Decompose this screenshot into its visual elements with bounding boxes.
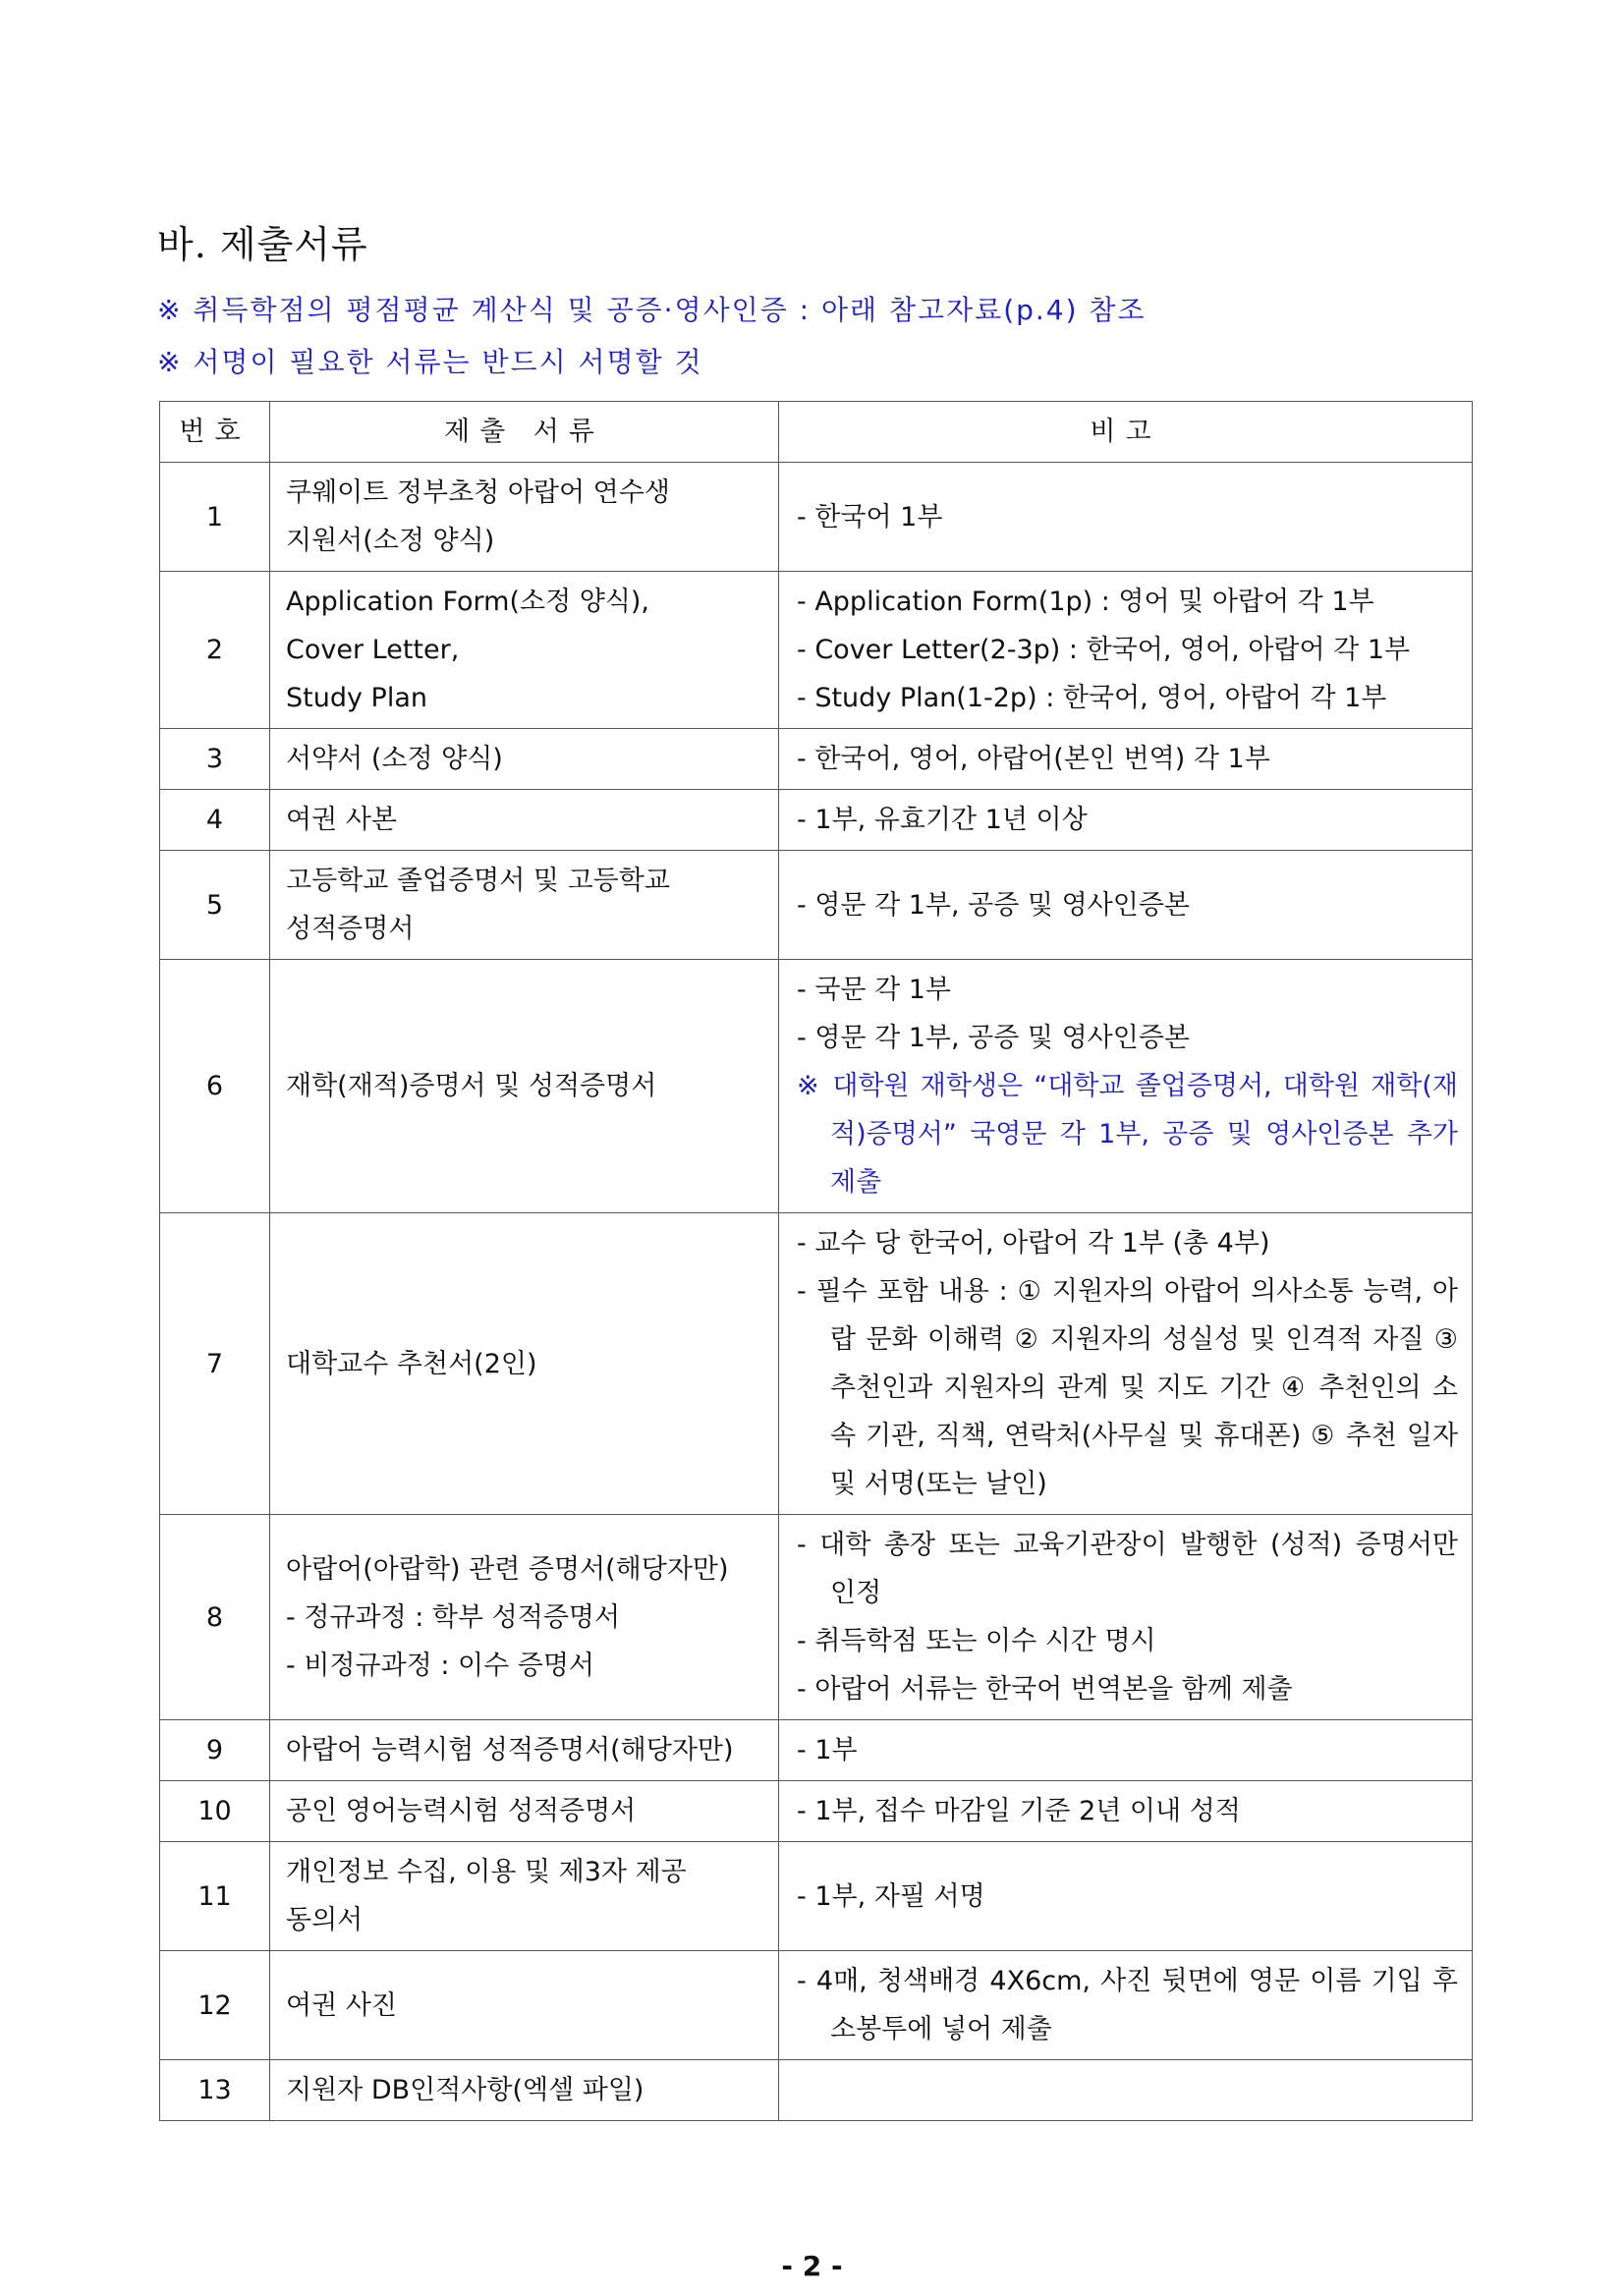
remark-cell — [779, 463, 1473, 572]
row-number: 9 — [160, 1720, 270, 1781]
table-row — [160, 572, 1473, 729]
row-number: 13 — [160, 2060, 270, 2121]
remark-line: - 1부 — [797, 1735, 858, 1765]
document-name-cell — [270, 1213, 779, 1515]
table-row — [160, 960, 1473, 1213]
document-name-line: 아랍어(아랍학) 관련 증명서(해당자만) — [286, 1553, 729, 1585]
row-number: 7 — [160, 1213, 270, 1515]
table-row — [160, 2060, 1473, 2121]
remark-cell — [779, 1515, 1473, 1720]
row-number: 10 — [160, 1781, 270, 1842]
row-number: 4 — [160, 790, 270, 851]
section-heading: 바. 제출서류 — [157, 223, 368, 266]
remark-line: - Study Plan(1-2p) : 한국어, 영어, 아랍어 각 1부 — [797, 683, 1387, 713]
document-name-cell — [270, 960, 779, 1213]
remark-line: - Cover Letter(2-3p) : 한국어, 영어, 아랍어 각 1부 — [797, 635, 1411, 665]
signature-note: ※ 서명이 필요한 서류는 반드시 서명할 것 — [157, 346, 703, 378]
row-number: 12 — [160, 1951, 270, 2060]
document-name-cell — [270, 1720, 779, 1781]
row-number: 6 — [160, 960, 270, 1213]
remark-line: - 아랍어 서류는 한국어 번역본을 함께 제출 — [797, 1674, 1293, 1705]
remark-line: - 1부, 자필 서명 — [797, 1880, 985, 1912]
document-name-line: 여권 사진 — [286, 1989, 397, 2021]
remark-line: - 국문 각 1부 — [797, 975, 951, 1005]
table-header-row — [160, 402, 1473, 463]
documents-table — [159, 401, 1473, 2121]
table-row — [160, 1515, 1473, 1720]
remark-line: - 영문 각 1부, 공증 및 영사인증본 — [797, 889, 1190, 921]
reference-note: ※ 취득학점의 평점평균 계산식 및 공증·영사인증 : 아래 참고자료(p.4) 참조 — [157, 294, 1147, 326]
document-name-cell — [270, 851, 779, 960]
document-name-line: 대학교수 추천서(2인) — [286, 1348, 537, 1379]
document-name-line: - 비정규과정 : 이수 증명서 — [286, 1650, 594, 1681]
table-row — [160, 790, 1473, 851]
document-name-cell — [270, 1951, 779, 2060]
document-name-line: 성적증명서 — [286, 914, 415, 944]
remark-line: - Application Form(1p) : 영어 및 아랍어 각 1부 — [797, 587, 1374, 617]
document-name-line: 공인 영어능력시험 성적증명서 — [286, 1796, 637, 1826]
document-name-cell — [270, 1515, 779, 1720]
remark-cell — [779, 2060, 1473, 2121]
remark-line: - 한국어, 영어, 아랍어(본인 번역) 각 1부 — [797, 744, 1270, 774]
remark-cell — [779, 1720, 1473, 1781]
header-no: 번호 — [160, 402, 270, 463]
remark-line: - 4매, 청색배경 4X6cm, 사진 뒷면에 영문 이름 기입 후 소봉투에 넣어 제출 — [797, 1966, 1458, 2044]
document-name-cell — [270, 1842, 779, 1951]
document-name-line: 재학(재적)증명서 및 성적증명서 — [286, 1071, 657, 1101]
document-name-cell — [270, 1781, 779, 1842]
document-name-line: Application Form(소정 양식), — [286, 587, 650, 617]
page-number: - 2 - — [781, 2250, 843, 2282]
document-name-line: 고등학교 졸업증명서 및 고등학교 — [286, 866, 670, 896]
graduate-student-note: ※ 대학원 재학생은 “대학교 졸업증명서, 대학원 재학(재적)증명서” 국영문 각 1부, 공증 및 영사인증본 추가 제출 — [797, 1071, 1458, 1198]
document-name-line: 개인정보 수집, 이용 및 제3자 제공 — [286, 1857, 687, 1887]
row-number: 3 — [160, 729, 270, 790]
row-number: 5 — [160, 851, 270, 960]
header-doc: 제출 서류 — [270, 402, 779, 463]
row-number: 2 — [160, 572, 270, 729]
row-number: 11 — [160, 1842, 270, 1951]
document-name-line: 지원자 DB인적사항(엑셀 파일) — [286, 2075, 644, 2105]
row-number: 1 — [160, 463, 270, 572]
remark-cell — [779, 1842, 1473, 1951]
remark-cell — [779, 1951, 1473, 2060]
table-row — [160, 463, 1473, 572]
remark-line: - 1부, 유효기간 1년 이상 — [797, 805, 1088, 835]
remark-line: - 필수 포함 내용 : ① 지원자의 아랍어 의사소통 능력, 아랍 문화 이해력 ② 지원자의 성실성 및 인격적 자질 ③ 추천인과 지원자의 관계 및 지도 기간 ④ 추천인의 소속 기관, 직책, 연락처(사무실 및 휴대폰) ⑤ 추천 일자 및 서명(또는 날인) — [797, 1276, 1458, 1499]
document-name-cell — [270, 572, 779, 729]
remark-cell — [779, 851, 1473, 960]
document-name-line: 지원서(소정 양식) — [286, 526, 495, 556]
remark-cell — [779, 790, 1473, 851]
remark-line: - 영문 각 1부, 공증 및 영사인증본 — [797, 1023, 1190, 1053]
document-name-cell — [270, 790, 779, 851]
document-name-line: Cover Letter, — [286, 635, 460, 665]
table-row — [160, 1951, 1473, 2060]
table-row — [160, 851, 1473, 960]
remark-cell — [779, 1781, 1473, 1842]
remark-cell — [779, 729, 1473, 790]
table-row — [160, 1842, 1473, 1951]
remark-line: - 교수 당 한국어, 아랍어 각 1부 (총 4부) — [797, 1228, 1270, 1259]
document-name-cell — [270, 463, 779, 572]
remark-cell — [779, 1213, 1473, 1515]
table-row — [160, 1213, 1473, 1515]
document-name-line: 동의서 — [286, 1905, 364, 1935]
remark-cell — [779, 960, 1473, 1213]
document-name-line: 아랍어 능력시험 성적증명서(해당자만) — [286, 1735, 734, 1765]
remark-line: - 취득학점 또는 이수 시간 명시 — [797, 1626, 1156, 1656]
document-name-line: 서약서 (소정 양식) — [286, 744, 503, 774]
document-name-line: Study Plan — [286, 683, 427, 713]
table-row — [160, 1781, 1473, 1842]
remark-line: - 1부, 접수 마감일 기준 2년 이내 성적 — [797, 1796, 1241, 1826]
header-memo: 비고 — [779, 402, 1473, 463]
document-name-cell — [270, 2060, 779, 2121]
row-number: 8 — [160, 1515, 270, 1720]
document-name-line: - 정규과정 : 학부 성적증명서 — [286, 1601, 621, 1633]
table-row — [160, 729, 1473, 790]
remark-line: - 대학 총장 또는 교육기관장이 발행한 (성적) 증명서만 인정 — [797, 1530, 1458, 1608]
remark-cell — [779, 572, 1473, 729]
document-name-cell — [270, 729, 779, 790]
table-row — [160, 1720, 1473, 1781]
remark-line: - 한국어 1부 — [797, 501, 943, 532]
document-name-line: 여권 사본 — [286, 805, 397, 835]
document-name-line: 쿠웨이트 정부초청 아랍어 연수생 — [286, 477, 670, 508]
